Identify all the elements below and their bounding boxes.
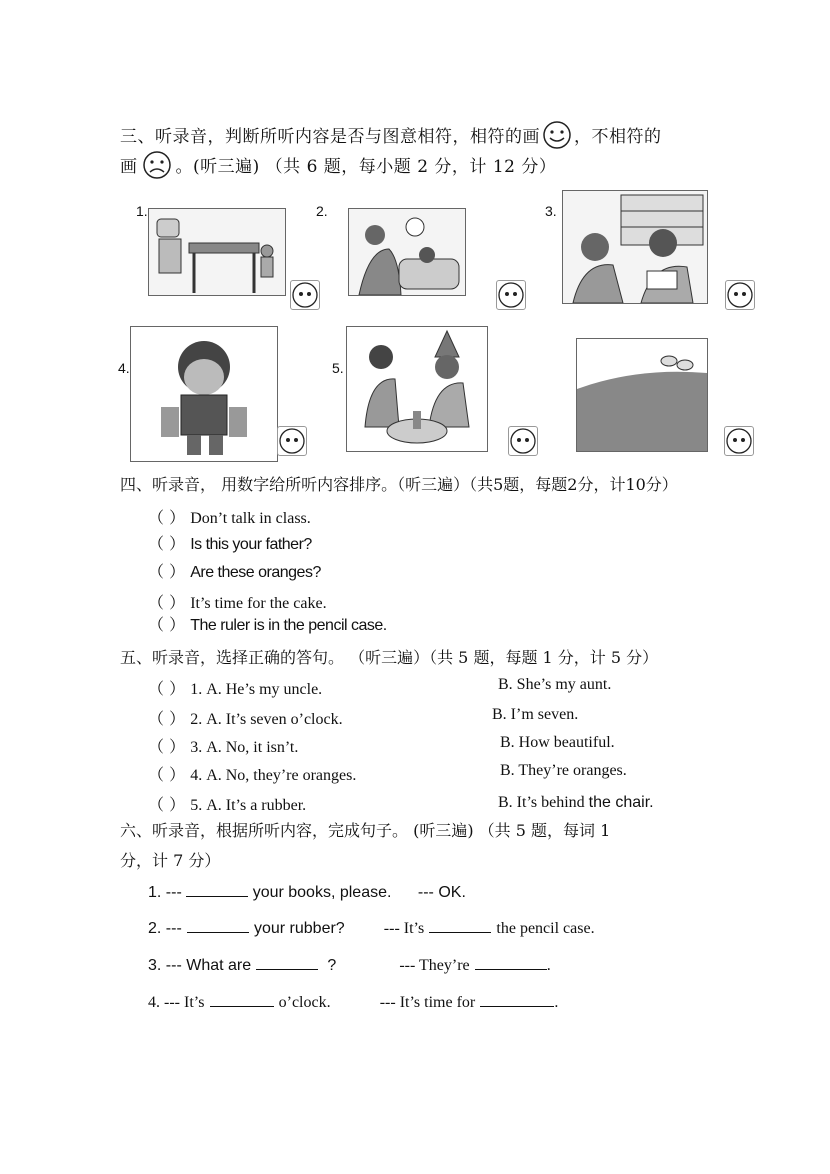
answer-paren[interactable]: （ ）	[148, 709, 186, 728]
reply-text: t’s time for	[405, 994, 476, 1011]
boy-woman-reading-picture	[562, 190, 708, 304]
choice-b-4: B. They’re oranges.	[500, 762, 627, 779]
choice-item-3	[148, 734, 298, 757]
choice-b-3: B. How beautiful.	[500, 734, 615, 751]
question-number: 4. --- It’s	[148, 994, 205, 1011]
answer-paren[interactable]: （ ）	[148, 679, 186, 698]
answer-paren[interactable]: （ ）	[148, 562, 186, 581]
order-item-text: The ruler is in the pencil case.	[190, 617, 387, 634]
choice-a: 4. A. No, they’re oranges.	[190, 767, 357, 784]
section6-heading-line2: 分，计 7 分）	[120, 851, 221, 870]
order-item-text: Don’t talk in class.	[190, 510, 311, 527]
answer-paren[interactable]: （ ）	[148, 508, 186, 527]
section3-heading-line2	[120, 150, 556, 185]
question-reply	[380, 992, 476, 1011]
question-reply-end: the pencil case.	[496, 920, 595, 937]
choice-b-text-end: the chair.	[588, 794, 654, 811]
choice-b-5	[498, 792, 654, 812]
section3-heading-text: 三、听录音，判断所听内容是否与图意相符，相符的画	[120, 127, 540, 147]
section6-heading-line1: 六、听录音，根据所听内容，完成句子。 (听三遍) （共 5 题，每词 1	[120, 821, 611, 840]
answer-blank[interactable]	[187, 918, 249, 933]
answer-paren[interactable]: （ ）	[148, 765, 186, 784]
hill-ducks-picture	[576, 338, 708, 452]
mother-children-picture	[348, 208, 466, 296]
question-number: 3. --- What are	[148, 957, 252, 974]
question-text: o’clock.	[278, 994, 331, 1011]
section3-heading-end: ，不相符的	[574, 127, 662, 147]
question-number: 1. ---	[148, 884, 182, 901]
answer-blank[interactable]	[210, 992, 274, 1007]
boy-overalls-picture	[130, 326, 278, 462]
picture-number-5: 5.	[332, 360, 344, 376]
answer-face-box-4[interactable]	[277, 426, 307, 456]
question-reply: --- OK.	[417, 884, 466, 901]
choice-a: 1. A. He’s my uncle.	[190, 681, 323, 698]
question-reply-end: .	[546, 957, 551, 974]
order-item-3	[148, 559, 321, 582]
answer-face-box-2[interactable]	[496, 280, 526, 310]
choice-b-2: B. I’m seven.	[492, 706, 579, 723]
answer-paren[interactable]: （ ）	[148, 795, 186, 814]
picture-number-3: 3.	[545, 203, 557, 219]
answer-face-box-3[interactable]	[725, 280, 755, 310]
choice-item-5	[148, 792, 306, 815]
order-item-text: Are these oranges?	[190, 564, 321, 581]
answer-face-box-5[interactable]	[508, 426, 538, 456]
sad-face-icon	[142, 150, 172, 185]
order-item-5	[148, 612, 387, 635]
answer-face-box-1[interactable]	[290, 280, 320, 310]
order-item-text: It’s time for the cake.	[190, 595, 327, 612]
answer-face-box-6[interactable]	[724, 426, 754, 456]
answer-paren[interactable]: （ ）	[148, 615, 186, 634]
answer-blank[interactable]	[256, 955, 318, 970]
section5-heading: 五、听录音，选择正确的答句。 （听三遍）（共 5 题，每题 1 分，计 5 分）	[120, 648, 659, 667]
choice-item-2	[148, 706, 343, 729]
fill-question-1	[148, 882, 466, 902]
fill-question-2	[148, 918, 595, 938]
answer-blank[interactable]	[429, 918, 491, 933]
choice-a: 2. A. It’s seven o’clock.	[190, 711, 343, 728]
choice-a: 3. A. No, it isn’t.	[190, 739, 299, 756]
answer-paren[interactable]: （ ）	[148, 534, 186, 553]
reply-dashes: --- I	[379, 994, 406, 1011]
choice-b-text: B. It’s behind	[498, 794, 589, 811]
question-reply: --- They’re	[399, 957, 470, 974]
choice-item-4	[148, 762, 356, 785]
question-number: 2. ---	[148, 920, 182, 937]
order-item-1	[148, 505, 311, 528]
question-text: ?	[327, 957, 337, 974]
picture-number-1: 1.	[136, 203, 148, 219]
section3-heading-rest: 。(听三遍) （共 6 题，每小题 2 分，计 12 分）	[175, 157, 557, 177]
section3-heading-start2: 画	[120, 157, 138, 177]
choice-b-1: B. She’s my aunt.	[498, 676, 612, 693]
answer-blank[interactable]	[475, 955, 547, 970]
question-reply: --- It’s	[383, 920, 425, 937]
fill-question-3	[148, 955, 551, 975]
robot-desk-doll-picture	[148, 208, 286, 296]
picture-number-4: 4.	[118, 360, 130, 376]
answer-paren[interactable]: （ ）	[148, 593, 186, 612]
section4-heading: 四、听录音， 用数字给所听内容排序。（听三遍）（共5题，每题2分，计10分）	[120, 475, 678, 494]
question-reply-end: .	[554, 994, 559, 1011]
birthday-cake-picture	[346, 326, 488, 452]
choice-item-1	[148, 676, 322, 699]
question-text: your books, please.	[252, 884, 392, 901]
picture-number-2: 2.	[316, 203, 328, 219]
question-text: your rubber?	[253, 920, 345, 937]
fill-question-4	[148, 992, 558, 1012]
answer-paren[interactable]: （ ）	[148, 737, 186, 756]
order-item-4	[148, 590, 327, 613]
answer-blank[interactable]	[186, 882, 248, 897]
order-item-text: Is this your father?	[190, 536, 312, 553]
choice-a: 5. A. It’s a rubber.	[190, 797, 307, 814]
order-item-2	[148, 531, 312, 554]
answer-blank[interactable]	[480, 992, 554, 1007]
